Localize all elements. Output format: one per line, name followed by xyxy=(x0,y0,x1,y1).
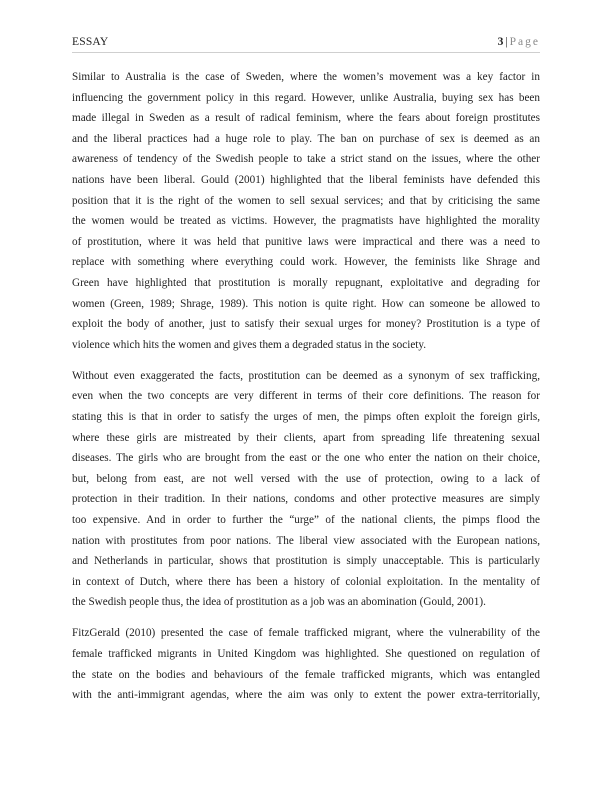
text-line: nation with prostitutes from poor nations. The liberal view associated with the European nations, xyxy=(72,534,540,547)
text-line: where these girls are mistreated by their clients, apart from spreading life threatening sexual xyxy=(72,431,540,444)
text-line: diseases. The girls who are brought from the east or the one who enter the nation on their choice, xyxy=(72,452,540,465)
text-line: female trafficked migrants in United Kingdom was highlighted. She questioned on regulation of xyxy=(72,648,540,661)
text-line: violence which hits the women and gives them a degraded status in the society. xyxy=(72,338,427,351)
page-number: 3 xyxy=(497,36,504,48)
text-line: too expensive. And in order to further the “urge” of the national clients, the pimps flood the xyxy=(72,513,540,526)
text-line: the women would be treated as victims. However, the pragmatists have highlighted the morality xyxy=(72,215,540,228)
text-line: influencing the government policy in this regard. However, unlike Australia, buying sex has been xyxy=(72,91,540,104)
text-line: Similar to Australia is the case of Sweden, where the women’s movement was a key factor in xyxy=(72,71,540,83)
paragraph-3 xyxy=(72,623,540,705)
header-title: ESSAY xyxy=(72,36,109,48)
page-label: Page xyxy=(509,36,540,48)
text-line: women (Green, 1989; Shrage, 1989). This notion is quite right. How can someone be allowed to xyxy=(72,297,540,310)
paragraph-2 xyxy=(72,366,540,613)
text-line: nations have been liberal. Gould (2001) highlighted that the liberal feminists have defended this xyxy=(72,173,540,186)
text-line: in context of Dutch, where there has been a history of colonial exploitation. In the mentality of xyxy=(72,575,540,588)
text-line: position that it is the right of the women to sell sexual services; and that by criticising the same xyxy=(72,194,540,207)
header-separator: | xyxy=(505,36,508,48)
text-line: stating this is that in order to satisfy the urges of men, the pimps often exploit the foreign girls, xyxy=(72,411,540,423)
text-line: replace with something where everything could work. However, the feminists like Shrage and xyxy=(72,256,540,269)
text-line: but, belong from east, are not well versed with the use of protection, owing to a lack of xyxy=(72,472,540,485)
document-body xyxy=(72,67,540,716)
page-header xyxy=(72,34,540,53)
text-line: with the anti-immigrant agendas, where the aim was only to extent the power extra-territorially, xyxy=(72,689,540,702)
text-line: and the liberal practices had a huge role to play. The ban on purchase of sex is deemed as an xyxy=(72,132,540,145)
text-line: Without even exaggerated the facts, prostitution can be deemed as a synonym of sex trafficking, xyxy=(72,369,540,382)
text-line: the Swedish people thus, the idea of prostitution as a job was an abomination (Gould, 2001). xyxy=(72,596,486,609)
text-line: the state on the bodies and behaviours of the female trafficked migrants, which was entangled xyxy=(72,668,540,681)
header-page-indicator xyxy=(498,34,540,50)
text-line: FitzGerald (2010) presented the case of female trafficked migrant, where the vulnerability of the xyxy=(72,627,540,640)
text-line: even when the two concepts are very different in terms of their core definitions. The reason for xyxy=(72,390,540,403)
text-line: awareness of tendency of the Swedish people to take a strict stand on the issues, where the other xyxy=(72,153,540,166)
text-line: exploit the body of another, just to satisfy their sexual urges for money? Prostitution is a type of xyxy=(72,318,540,331)
paragraph-1 xyxy=(72,67,540,355)
text-line: of prostitution, where it was held that punitive laws were impractical and there was a need to xyxy=(72,235,540,248)
text-line: made illegal in Sweden as a result of radical feminism, where the fears about foreign prostitutes xyxy=(72,112,540,125)
text-line: Green have highlighted that prostitution is morally repugnant, exploitative and degrading for xyxy=(72,276,540,289)
text-line: and Netherlands in particular, shows that prostitution is simply unacceptable. This is particularly xyxy=(72,555,540,568)
text-line: protection in their tradition. In their nations, condoms and other protective measures are simply xyxy=(72,493,540,506)
